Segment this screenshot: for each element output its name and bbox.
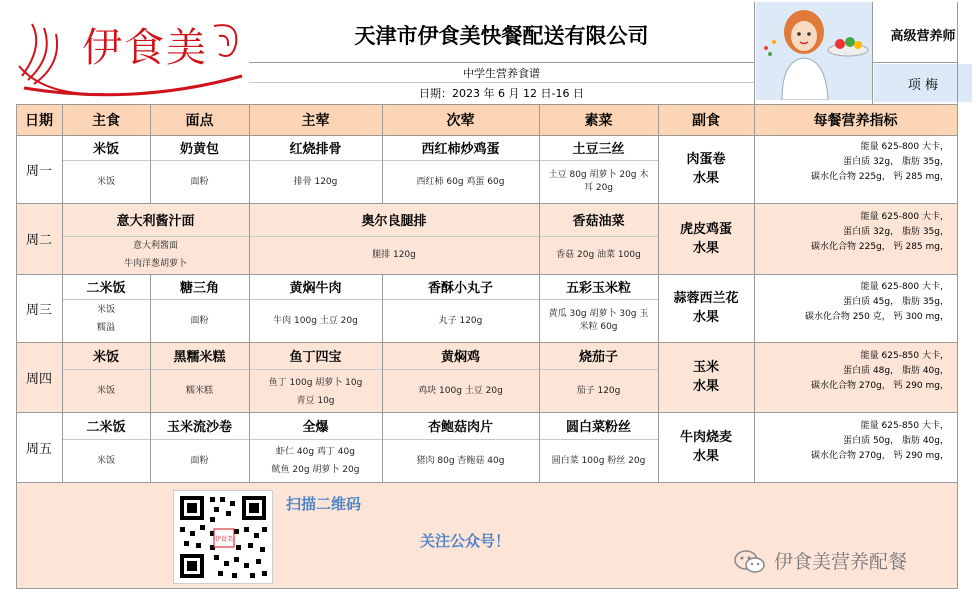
header-side: 副食 <box>692 112 720 129</box>
follow-account-text: 关注公众号！ <box>420 532 511 550</box>
side-dish: 玉米 水果 <box>692 360 719 394</box>
pastry-detail: 面粉 <box>190 176 209 187</box>
main-detail: 米饭 <box>96 176 115 187</box>
nutrition-info: 能量 625-850 大卡， 蛋白质 48g， 脂肪 40g， 碳水化合物 270g， 钙 290 mg， <box>811 351 949 391</box>
pastry-dish: 黑糯米糕 <box>173 350 226 365</box>
second-detail: 鸡块 100g 土豆 20g <box>418 385 503 396</box>
second-dish: 黄焖鸡 <box>440 350 480 365</box>
header-second: 次荤 <box>446 112 475 129</box>
veg-dish: 五彩玉米粒 <box>565 281 631 296</box>
veg-dish: 土豆三丝 <box>572 142 625 157</box>
pastry-detail: 面粉 <box>190 455 209 466</box>
veg-detail: 茄子 120g <box>576 385 621 396</box>
meat-detail: 牛肉 100g 土豆 20g <box>273 315 358 326</box>
side-dish: 蒜蓉西兰花 水果 <box>673 291 739 325</box>
veg-detail: 土豆 80g 胡萝卜 20g 木耳 20g <box>548 170 649 193</box>
veg-dish: 圆白菜粉丝 <box>565 420 631 435</box>
watermark: 伊食美营养配餐 <box>774 551 908 573</box>
qr-code-icon[interactable] <box>173 490 273 584</box>
second-detail: 西红柿 60g 鸡蛋 60g <box>416 176 505 187</box>
header-date: 日期 <box>25 112 53 129</box>
pastry-detail: 面粉 <box>190 315 209 326</box>
logo-text: 伊食美 <box>82 24 208 71</box>
nutritionist-avatar <box>756 2 872 100</box>
nutrition-info: 能量 625-800 大卡， 蛋白质 32g， 脂肪 35g， 碳水化合物 225g， 钙 285 mg， <box>811 142 949 182</box>
side-dish: 牛肉烧麦 水果 <box>679 430 732 464</box>
second-dish: 香酥小丸子 <box>427 281 493 296</box>
meat-detail: 鱿鱼 20g 胡萝卜 20g <box>271 464 360 475</box>
pastry-detail: 糯米糕 <box>185 385 213 396</box>
header-veg: 素菜 <box>584 112 613 129</box>
meat-detail: 腿排 120g <box>372 250 416 260</box>
main-dish: 米饭 <box>92 350 119 365</box>
nutrition-info: 能量 625-800 大卡， 蛋白质 45g， 脂肪 35g， 碳水化合物 250 克， 钙 300 mg， <box>804 282 949 322</box>
nutritionist-name: 项 梅 <box>874 64 972 102</box>
header-pastry: 面点 <box>185 112 214 129</box>
main-dish: 二米饭 <box>86 281 126 296</box>
main-detail: 意大利酱面 <box>132 240 178 251</box>
day-label: 周五 <box>25 441 52 457</box>
nutritionist-icon <box>756 2 872 100</box>
day-label: 周三 <box>25 302 52 318</box>
nutrition-info: 能量 625-850 大卡， 蛋白质 50g， 脂肪 40g， 碳水化合物 270g， 钙 290 mg， <box>811 421 949 461</box>
meat-detail: 鱼丁 100g 胡萝卜 10g <box>268 377 363 388</box>
header-main: 主食 <box>92 112 120 129</box>
day-label: 周一 <box>25 163 52 179</box>
veg-detail: 黄瓜 30g 胡萝卜 30g 玉米粒 60g <box>548 309 649 332</box>
main-dish: 米饭 <box>92 142 119 157</box>
day-label: 周二 <box>25 233 52 248</box>
main-dish: 二米饭 <box>86 420 126 435</box>
main-detail: 米饭 <box>96 455 115 466</box>
veg-detail: 圆白菜 100g 粉丝 20g <box>551 455 646 466</box>
meat-dish: 红烧排骨 <box>289 142 342 157</box>
svg-text:伊食美: 伊食美 <box>214 536 234 543</box>
main-dish: 意大利酱汁面 <box>116 214 195 229</box>
meat-dish: 鱼丁四宝 <box>289 350 342 365</box>
nutrition-info: 能量 625-800 大卡， 蛋白质 32g， 脂肪 35g， 碳水化合物 225g， 钙 285 mg， <box>811 212 949 252</box>
veg-detail: 香菇 20g 油菜 100g <box>556 250 641 260</box>
main-detail: 糯溢 <box>96 322 115 333</box>
meat-dish: 全爆 <box>302 420 329 435</box>
pastry-dish: 玉米流沙卷 <box>166 420 232 435</box>
main-detail: 米饭 <box>96 385 115 396</box>
side-dish: 肉蛋卷 水果 <box>686 152 726 186</box>
menu-subtitle: 中学生营养食谱 <box>463 67 540 80</box>
main-detail: 牛肉洋葱胡萝卜 <box>123 258 187 269</box>
second-dish: 杏鲍菇肉片 <box>427 420 493 435</box>
second-detail: 猪肉 80g 杏鲍菇 40g <box>416 455 505 466</box>
side-dish: 虎皮鸡蛋 水果 <box>679 221 732 256</box>
main-detail: 米饭 <box>96 304 115 315</box>
pastry-dish: 糖三角 <box>179 281 219 296</box>
wechat-icon <box>733 549 767 575</box>
nutritionist-title: 高级营养师 <box>890 28 956 44</box>
meat-detail: 排骨 120g <box>293 176 338 187</box>
header-nutrition: 每餐营养指标 <box>813 112 898 129</box>
second-detail: 丸子 120g <box>438 315 483 326</box>
menu-date: 日期：2023 年 6 月 12 日-16 日 <box>419 87 584 100</box>
scan-qr-text: 扫描二维码 <box>286 495 362 513</box>
veg-dish: 烧茄子 <box>578 350 618 365</box>
pastry-dish: 奶黄包 <box>179 142 219 157</box>
meat-detail: 青豆 10g <box>296 395 335 406</box>
meat-dish: 黄焖牛肉 <box>289 281 342 296</box>
meat-detail: 虾仁 40g 鸡丁 40g <box>276 446 355 457</box>
day-label: 周四 <box>25 371 52 387</box>
meat-dish: 奥尔良腿排 <box>361 214 427 229</box>
veg-dish: 香菇油菜 <box>572 214 625 229</box>
header-meat: 主荤 <box>301 112 330 129</box>
company-name: 天津市伊食美快餐配送有限公司 <box>354 23 649 48</box>
second-dish: 西红柿炒鸡蛋 <box>421 142 500 157</box>
